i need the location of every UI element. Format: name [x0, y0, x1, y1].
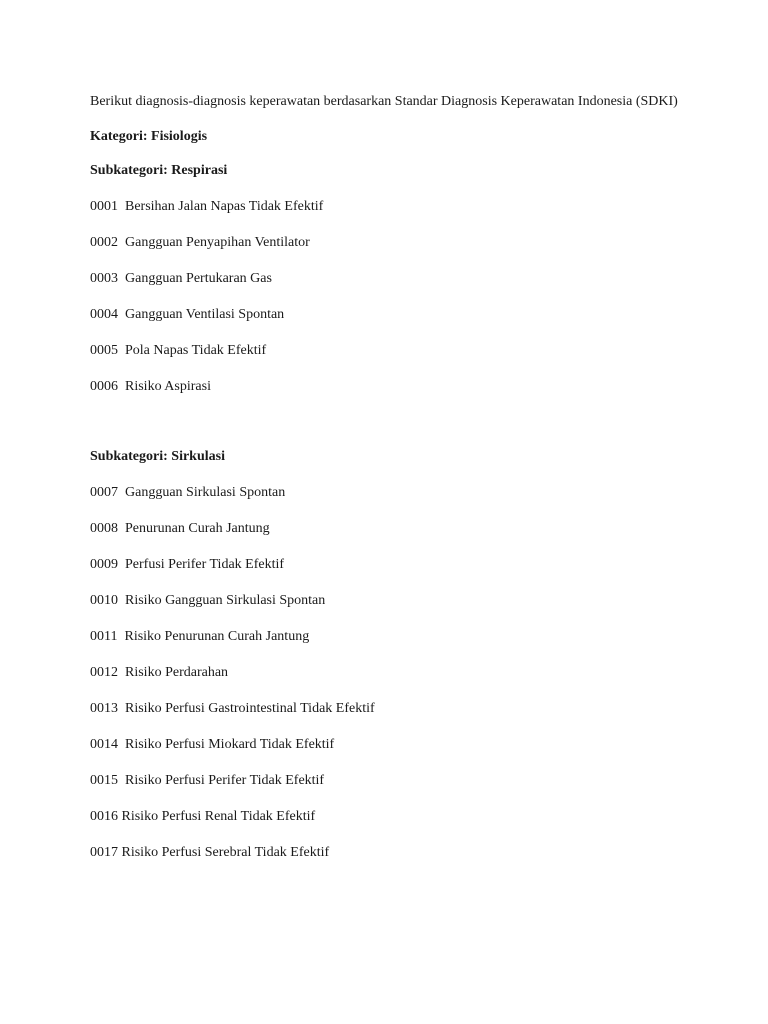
diagnosis-item [90, 378, 690, 396]
diagnosis-separator [118, 593, 125, 608]
diagnosis-item [90, 234, 690, 252]
diagnosis-item [90, 198, 690, 216]
diagnosis-item [90, 664, 690, 682]
diagnosis-separator [118, 307, 125, 322]
diagnosis-label: Gangguan Ventilasi Spontan [125, 307, 285, 322]
diagnosis-label: Risiko Penurunan Curah Jantung [124, 629, 310, 644]
diagnosis-code: 0007 [90, 485, 118, 500]
diagnosis-label: Risiko Aspirasi [125, 379, 211, 394]
diagnosis-separator [118, 271, 125, 286]
diagnosis-code: 0002 [90, 235, 118, 250]
diagnosis-code: 0014 [90, 737, 118, 752]
diagnosis-separator [118, 701, 125, 716]
diagnosis-code: 0009 [90, 557, 118, 572]
diagnosis-item [90, 592, 690, 610]
diagnosis-item [90, 556, 690, 574]
diagnosis-code: 0003 [90, 271, 118, 286]
diagnosis-code: 0011 [90, 629, 118, 644]
diagnosis-list-sirkulasi [90, 484, 690, 862]
diagnosis-item [90, 844, 690, 862]
diagnosis-label: Risiko Perfusi Gastrointestinal Tidak Efektif [125, 701, 375, 716]
diagnosis-item [90, 484, 690, 502]
diagnosis-item [90, 700, 690, 718]
document-content [90, 93, 690, 862]
diagnosis-item [90, 270, 690, 288]
diagnosis-label: Risiko Perfusi Miokard Tidak Efektif [125, 737, 335, 752]
diagnosis-label: Gangguan Sirkulasi Spontan [125, 485, 286, 500]
diagnosis-code: 0001 [90, 199, 118, 214]
diagnosis-label: Gangguan Pertukaran Gas [125, 271, 272, 286]
diagnosis-separator [118, 379, 125, 394]
diagnosis-item [90, 772, 690, 790]
diagnosis-label: Risiko Perfusi Serebral Tidak Efektif [121, 845, 330, 860]
diagnosis-label: Pola Napas Tidak Efektif [125, 343, 267, 358]
diagnosis-code: 0006 [90, 379, 118, 394]
diagnosis-separator [118, 557, 125, 572]
diagnosis-item [90, 306, 690, 324]
diagnosis-separator [118, 235, 125, 250]
diagnosis-label: Risiko Gangguan Sirkulasi Spontan [125, 593, 326, 608]
subcategory-heading-sirkulasi: Subkategori: Sirkulasi [90, 449, 225, 464]
diagnosis-separator [118, 199, 125, 214]
diagnosis-label: Risiko Perfusi Renal Tidak Efektif [121, 809, 316, 824]
diagnosis-label: Gangguan Penyapihan Ventilator [125, 235, 310, 250]
diagnosis-label: Bersihan Jalan Napas Tidak Efektif [125, 199, 324, 214]
diagnosis-separator [118, 521, 125, 536]
diagnosis-code: 0008 [90, 521, 118, 536]
diagnosis-item [90, 342, 690, 360]
diagnosis-separator [118, 485, 125, 500]
diagnosis-label: Penurunan Curah Jantung [125, 521, 270, 536]
diagnosis-code: 0004 [90, 307, 118, 322]
diagnosis-item [90, 808, 690, 826]
diagnosis-label: Risiko Perdarahan [125, 665, 229, 680]
diagnosis-item [90, 520, 690, 538]
diagnosis-separator [118, 665, 125, 680]
diagnosis-label: Risiko Perfusi Perifer Tidak Efektif [125, 773, 325, 788]
diagnosis-separator [118, 343, 125, 358]
intro-paragraph: Berikut diagnosis-diagnosis keperawatan berdasarkan Standar Diagnosis Keperawatan Indonesia (SDKI) [90, 94, 678, 109]
diagnosis-code: 0016 [90, 809, 118, 824]
diagnosis-list-respirasi [90, 198, 690, 396]
diagnosis-code: 0015 [90, 773, 118, 788]
diagnosis-item [90, 736, 690, 754]
diagnosis-code: 0010 [90, 593, 118, 608]
diagnosis-code: 0017 [90, 845, 118, 860]
subcategory-heading-respirasi: Subkategori: Respirasi [90, 163, 228, 178]
diagnosis-code: 0012 [90, 665, 118, 680]
diagnosis-separator [118, 773, 125, 788]
diagnosis-code: 0013 [90, 701, 118, 716]
diagnosis-separator [118, 737, 125, 752]
diagnosis-code: 0005 [90, 343, 118, 358]
diagnosis-item [90, 628, 690, 646]
category-heading: Kategori: Fisiologis [90, 129, 208, 144]
diagnosis-label: Perfusi Perifer Tidak Efektif [125, 557, 285, 572]
